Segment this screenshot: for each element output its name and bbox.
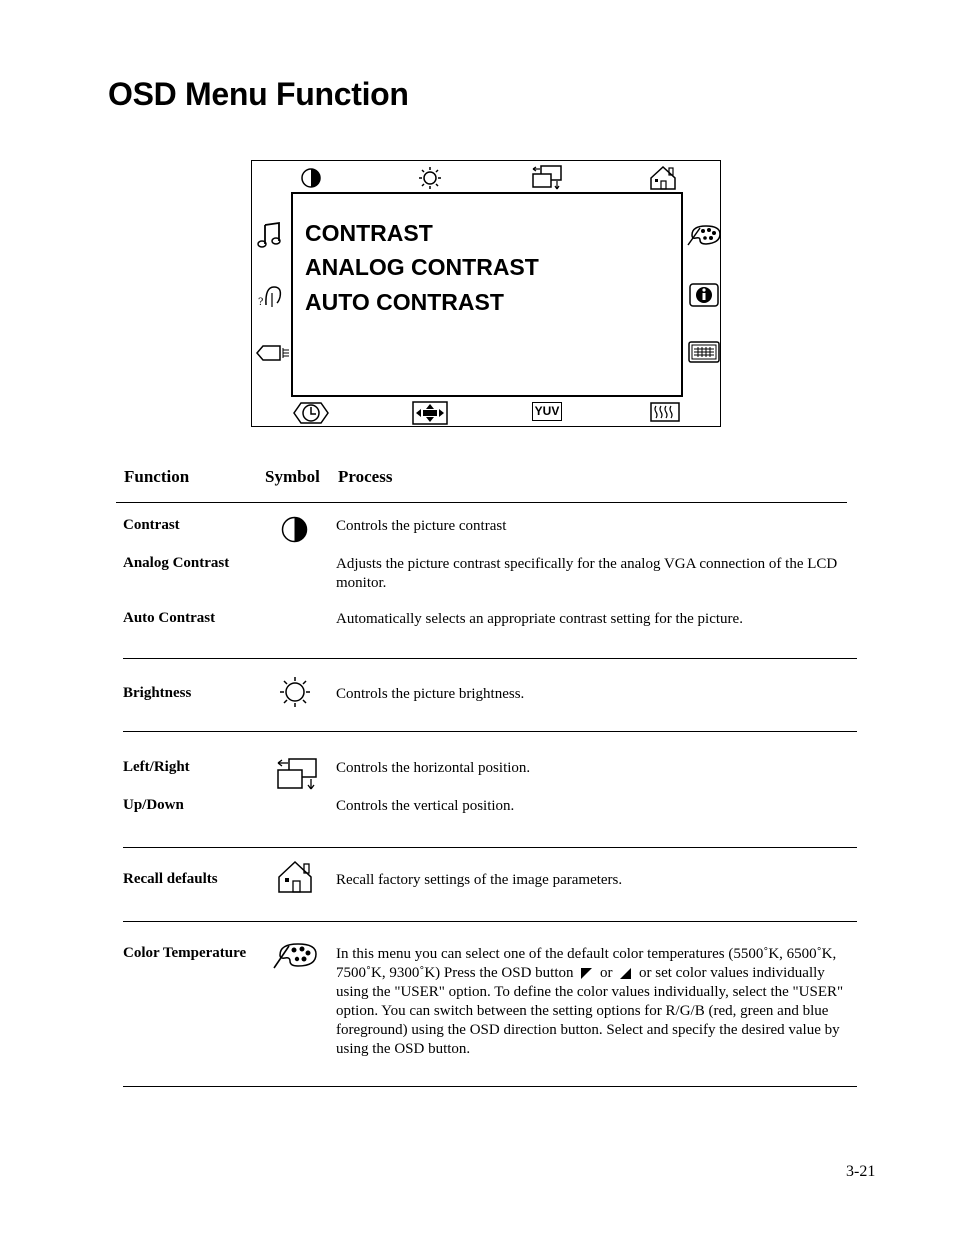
group-divider	[123, 921, 857, 922]
audio-icon	[257, 221, 283, 249]
contrast-icon	[300, 167, 322, 189]
osd-menu-line: CONTRAST	[305, 220, 433, 246]
function-label: Recall defaults	[123, 871, 218, 887]
process-text: Controls the vertical position.	[336, 798, 515, 814]
recall-defaults-icon	[649, 165, 677, 191]
process-text: Controls the picture brightness.	[336, 686, 525, 702]
process-text: Automatically selects an appropriate contrast setting for the picture.	[336, 611, 743, 627]
osd-menu-line: ANALOG CONTRAST	[305, 254, 539, 280]
group-divider	[123, 847, 857, 848]
help-icon	[257, 283, 283, 309]
function-label: Left/Right	[123, 759, 190, 775]
move-arrows-icon	[412, 401, 448, 425]
keyboard-icon	[688, 341, 720, 363]
contrast-icon	[281, 516, 308, 543]
yuv-icon: YUV	[532, 402, 562, 421]
group-divider	[123, 731, 857, 732]
function-label: Auto Contrast	[123, 610, 216, 626]
process-text: Controls the picture contrast	[336, 518, 507, 534]
osd-menu-line: AUTO CONTRAST	[305, 289, 504, 315]
header-rule	[116, 502, 847, 503]
function-label: Brightness	[123, 685, 192, 701]
position-icon	[531, 164, 563, 190]
column-header-process: Process	[338, 467, 393, 486]
process-text-part: In this menu you can select one of the default color temperatures (5500˚K, 6500˚K, 7500˚K, 9300˚K) Press the OSD button	[336, 946, 837, 981]
function-label: Color Temperature	[123, 945, 247, 961]
osd-button-up-right-icon	[620, 968, 631, 979]
osd-screen	[291, 192, 683, 397]
svg-text:?: ?	[258, 297, 264, 308]
function-label: Contrast	[123, 517, 180, 533]
color-palette-icon	[272, 940, 318, 970]
page-title: OSD Menu Function	[108, 76, 409, 112]
column-header-function: Function	[124, 467, 190, 486]
page-number: 3-21	[846, 1163, 876, 1180]
osd-button-down-left-icon	[581, 968, 592, 979]
table-bottom-rule	[123, 1086, 857, 1087]
info-icon	[689, 283, 719, 307]
wave-icon	[650, 402, 680, 422]
brightness-icon	[279, 676, 311, 708]
process-text-part: or	[600, 965, 613, 981]
function-label: Up/Down	[123, 797, 184, 813]
input-source-icon	[256, 344, 290, 362]
process-text	[336, 945, 851, 1059]
position-icon	[276, 757, 318, 791]
brightness-icon	[418, 166, 442, 190]
process-text: Adjusts the picture contrast specifically for the analog VGA connection of the LCD monitor.	[336, 556, 838, 591]
column-header-symbol: Symbol	[265, 467, 320, 486]
color-palette-icon	[686, 223, 722, 247]
clock-icon	[292, 401, 330, 425]
recall-defaults-icon	[277, 860, 313, 894]
process-text: Recall factory settings of the image parameters.	[336, 872, 623, 888]
process-text-part: or set color values individually using the "USER" option. To define the color values individually, select the "USER" option. You can switch between the setting options for R/G/B (red, green and blue foreground) using the OSD direction button. Select and specify the desired value by using the OSD button.	[336, 965, 844, 1057]
group-divider	[123, 658, 857, 659]
osd-menu-diagram	[251, 160, 721, 427]
process-text: Controls the horizontal position.	[336, 760, 531, 776]
function-label: Analog Contrast	[123, 555, 230, 571]
